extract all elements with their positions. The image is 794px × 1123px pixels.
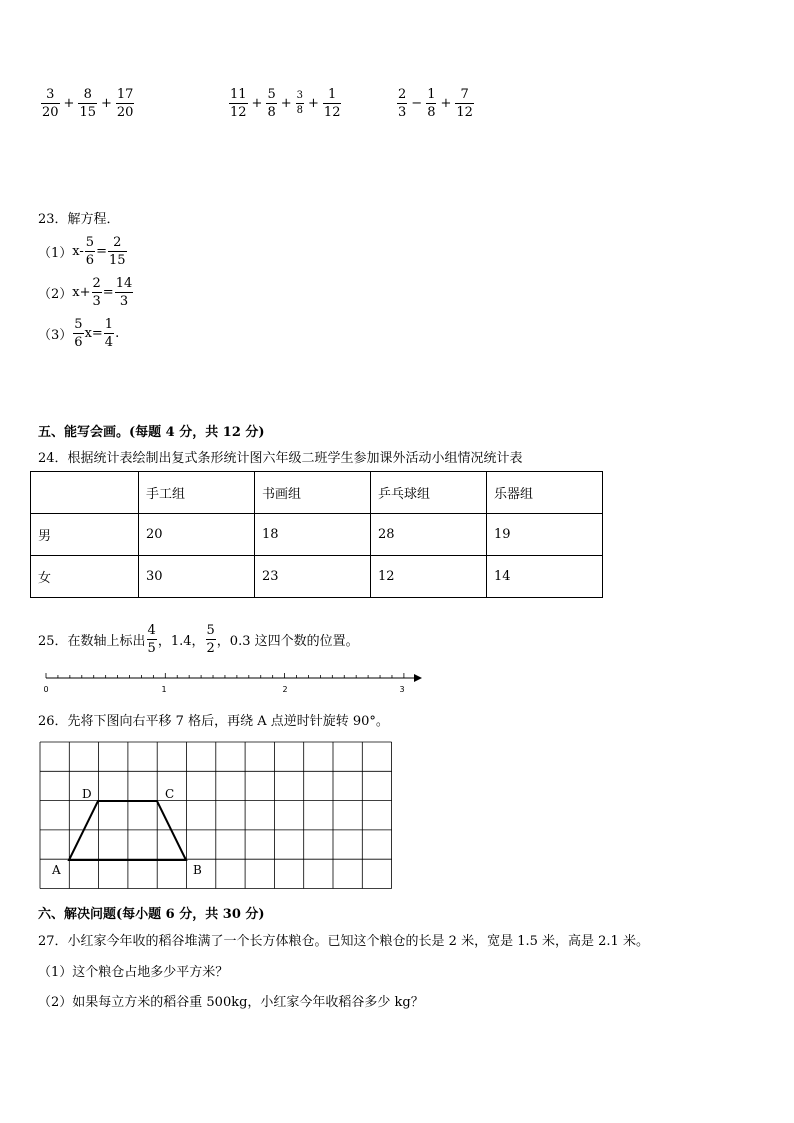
fraction: $\frac{17}{20}$ (116, 87, 134, 120)
tick-label: 3 (399, 685, 405, 694)
activity-statistics-table (30, 471, 603, 598)
table-cell: 19 (487, 514, 603, 556)
calc-expression-1 (40, 88, 135, 119)
question-24-title: 24．根据统计表绘制出复式条形统计图六年级二班学生参加课外活动小组情况统计表 (38, 451, 523, 466)
question-25-title (38, 624, 359, 655)
table-cell: 14 (487, 556, 603, 598)
table-header-cell: 乐器组 (487, 472, 603, 514)
question-text: 25．在数轴上标出 (38, 634, 146, 649)
fraction: $\frac{3}{8}$ (296, 90, 304, 116)
table-header-cell: 书画组 (255, 472, 371, 514)
fraction: $\frac{7}{12}$ (456, 87, 473, 120)
question-26-title: 26．先将下图向右平移 7 格后，再绕 A 点逆时针旋转 90°。 (38, 714, 389, 729)
part-label: （3） (38, 328, 73, 343)
table-cell: 30 (139, 556, 255, 598)
number-line-ticks (46, 673, 404, 678)
operator: + (101, 96, 112, 111)
fraction: $\frac{3}{20}$ (42, 87, 59, 120)
operator: + (440, 96, 452, 111)
table-row (31, 514, 603, 556)
expression-text: . (115, 326, 120, 341)
grid-figure (38, 740, 398, 894)
question-text: ，1.4， (157, 634, 205, 649)
question-text: ，0.3 这四个数的位置。 (216, 634, 359, 649)
section-6-heading: 六、解决问题(每小题 6 分，共 30 分) (38, 907, 265, 922)
question-27-part-2: （2）如果每立方米的稻谷重 500kg，小红家今年收稻谷多少 kg？ (38, 995, 424, 1010)
fraction: $\frac{1}{4}$ (104, 317, 114, 350)
table-cell: 18 (255, 514, 371, 556)
table-cell: 28 (371, 514, 487, 556)
tick-label: 0 (43, 685, 49, 694)
table-row (31, 556, 603, 598)
fraction: $\frac{4}{5}$ (147, 623, 156, 656)
fraction: $\frac{1}{8}$ (427, 87, 436, 120)
fraction: $\frac{5}{6}$ (74, 317, 83, 350)
table-cell: 20 (139, 514, 255, 556)
operator: + (63, 96, 75, 111)
fraction: $\frac{1}{12}$ (323, 87, 341, 120)
table-header-row (31, 472, 603, 514)
table-header-cell: 乒乓球组 (371, 472, 487, 514)
arrow-head-icon (414, 674, 422, 682)
q23-part-2 (38, 277, 134, 308)
tick-label: 2 (282, 685, 288, 694)
fraction: $\frac{2}{15}$ (108, 235, 126, 268)
table-header-cell: 手工组 (139, 472, 255, 514)
fraction: $\frac{14}{3}$ (115, 276, 133, 309)
tick-label: 1 (161, 685, 167, 694)
fraction: $\frac{11}{12}$ (230, 87, 247, 120)
fraction: $\frac{8}{15}$ (79, 87, 96, 120)
table-cell: 女 (31, 556, 139, 598)
q23-part-3 (38, 318, 119, 349)
section-5-heading: 五、能写会画。(每题 4 分，共 12 分) (38, 425, 265, 440)
point-label-b: B (193, 863, 202, 877)
expression-text: x= (84, 326, 103, 341)
operator: + (280, 96, 292, 111)
point-label-c: C (165, 787, 175, 801)
point-label-d: D (82, 787, 92, 801)
number-line (36, 668, 426, 698)
operator: + (251, 96, 263, 111)
table-cell: 12 (371, 556, 487, 598)
part-label: （1） (38, 246, 73, 261)
calc-expression-2 (228, 88, 342, 119)
fraction: $\frac{2}{3}$ (398, 87, 407, 120)
grid-lines (40, 742, 392, 889)
fraction: $\frac{5}{2}$ (206, 623, 215, 656)
fraction: $\frac{2}{3}$ (92, 276, 101, 309)
question-23-title: 23．解方程． (38, 212, 120, 227)
expression-text: x- (72, 244, 84, 259)
table-header-cell (31, 472, 139, 514)
expression-text: x+ (72, 285, 91, 300)
point-label-a: A (52, 863, 61, 877)
table-cell: 男 (31, 514, 139, 556)
calc-expression-3 (396, 88, 475, 119)
equals-sign: = (102, 285, 114, 300)
part-label: （2） (38, 287, 73, 302)
operator: + (308, 96, 319, 111)
question-27-part-1: （1）这个粮仓占地多少平方米？ (38, 965, 229, 980)
equals-sign: = (96, 244, 107, 259)
fraction: $\frac{5}{8}$ (267, 87, 276, 120)
table-cell: 23 (255, 556, 371, 598)
question-27-title: 27．小红家今年收的稻谷堆满了一个长方体粮仓。已知这个粮仓的长是 2 米，宽是 1.5 米，高是 2.1 米。 (38, 934, 649, 949)
fraction: $\frac{5}{6}$ (85, 235, 95, 268)
operator: − (411, 96, 423, 111)
q23-part-1 (38, 236, 128, 267)
